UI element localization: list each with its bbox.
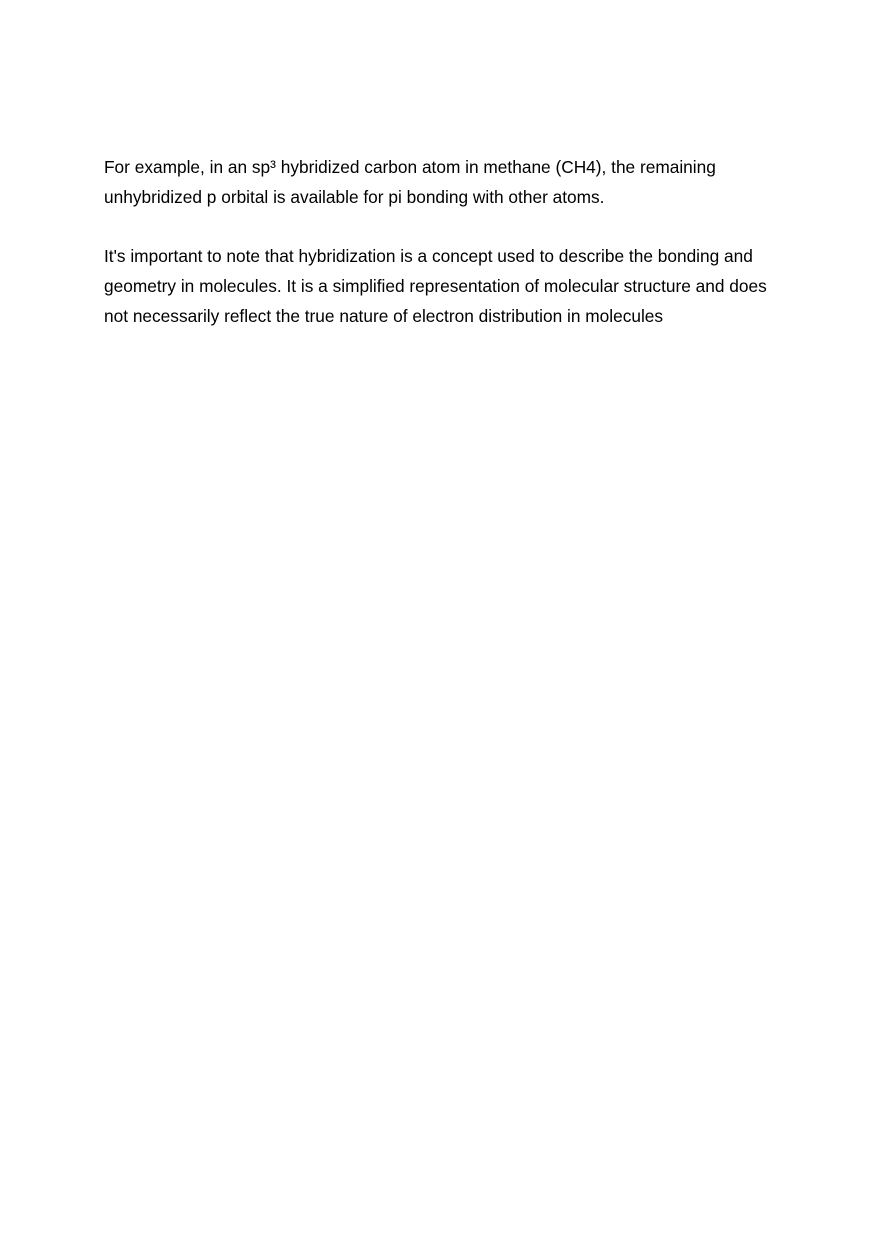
paragraph-spacer (104, 212, 784, 242)
paragraph-sp3-example (104, 153, 784, 212)
text-line: not necessarily reflect the true nature of electron distribution in molecules (104, 305, 664, 326)
text-line: geometry in molecules. It is a simplified representation of molecular structure and does (104, 275, 767, 296)
text-line: For example, in an sp³ hybridized carbon atom in methane (CH4), the remaining (104, 157, 716, 177)
text-line: unhybridized p orbital is available for pi bonding with other atoms. (104, 186, 605, 207)
document-body (104, 153, 784, 331)
text-line: It's important to note that hybridization is a concept used to describe the bonding and (104, 246, 753, 267)
paragraph-hybridization-note (104, 242, 784, 331)
